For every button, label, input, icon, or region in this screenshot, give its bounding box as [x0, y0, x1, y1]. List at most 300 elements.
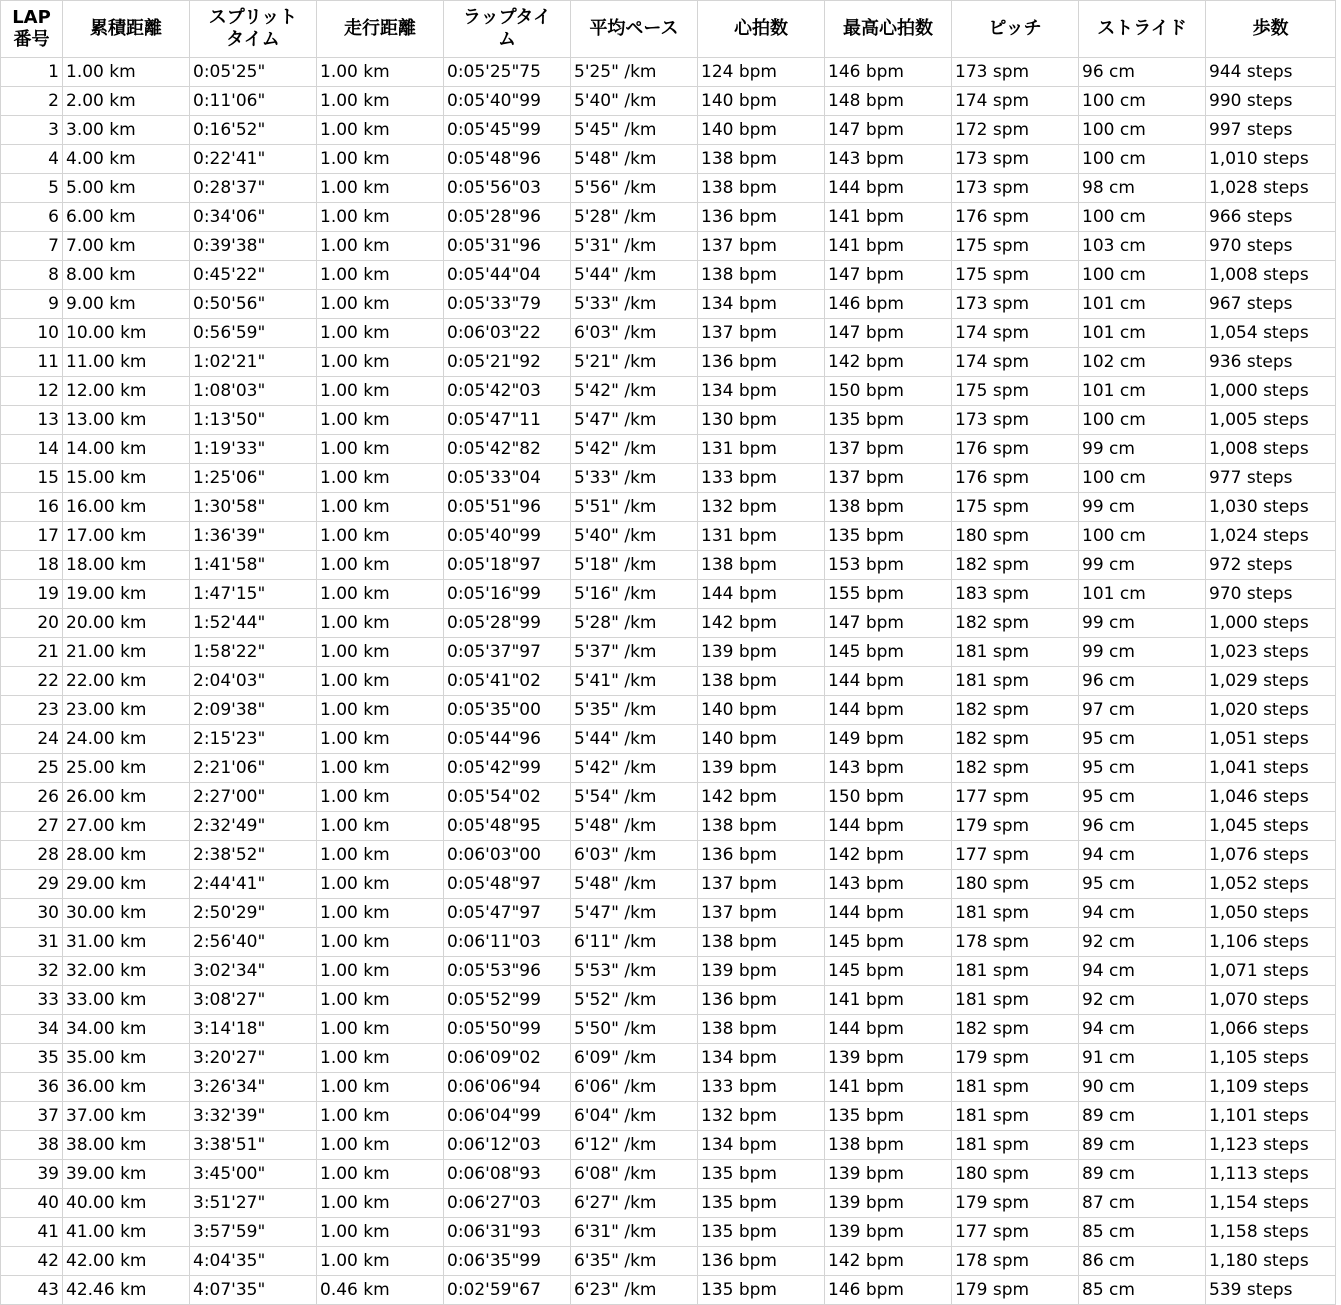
cell-average-pace: 5'21" /km — [571, 348, 698, 377]
table-row — [1, 522, 1336, 551]
cell-max-heart-rate: 145 bpm — [825, 928, 952, 957]
cell-average-pace: 5'56" /km — [571, 174, 698, 203]
cell-max-heart-rate: 153 bpm — [825, 551, 952, 580]
cell-steps: 1,030 steps — [1206, 493, 1336, 522]
cell-heart-rate: 136 bpm — [698, 348, 825, 377]
cell-heart-rate: 137 bpm — [698, 870, 825, 899]
cell-max-heart-rate: 146 bpm — [825, 1276, 952, 1305]
table-row — [1, 899, 1336, 928]
cell-lap-number: 4 — [1, 145, 63, 174]
cell-stride: 101 cm — [1079, 377, 1206, 406]
cell-steps: 1,076 steps — [1206, 841, 1336, 870]
cell-pitch: 179 spm — [952, 1276, 1079, 1305]
cell-split-time: 0:05'25" — [190, 58, 317, 87]
cell-steps: 1,180 steps — [1206, 1247, 1336, 1276]
cell-lap-time: 0:05'48"96 — [444, 145, 571, 174]
cell-stride: 102 cm — [1079, 348, 1206, 377]
cell-stride: 97 cm — [1079, 696, 1206, 725]
cell-lap-time: 0:05'40"99 — [444, 87, 571, 116]
cell-cumulative-distance: 3.00 km — [63, 116, 190, 145]
cell-lap-time: 0:05'45"99 — [444, 116, 571, 145]
cell-stride: 100 cm — [1079, 87, 1206, 116]
cell-split-time: 0:56'59" — [190, 319, 317, 348]
cell-stride: 100 cm — [1079, 261, 1206, 290]
cell-steps: 1,101 steps — [1206, 1102, 1336, 1131]
table-row — [1, 261, 1336, 290]
cell-split-time: 2:56'40" — [190, 928, 317, 957]
cell-stride: 94 cm — [1079, 957, 1206, 986]
cell-average-pace: 5'52" /km — [571, 986, 698, 1015]
cell-lap-time: 0:05'25"75 — [444, 58, 571, 87]
cell-lap-number: 18 — [1, 551, 63, 580]
cell-lap-number: 39 — [1, 1160, 63, 1189]
cell-lap-time: 0:05'50"99 — [444, 1015, 571, 1044]
cell-lap-time: 0:06'08"93 — [444, 1160, 571, 1189]
cell-distance: 1.00 km — [317, 377, 444, 406]
table-row — [1, 203, 1336, 232]
cell-stride: 94 cm — [1079, 1015, 1206, 1044]
cell-cumulative-distance: 11.00 km — [63, 348, 190, 377]
cell-heart-rate: 135 bpm — [698, 1276, 825, 1305]
cell-steps: 1,020 steps — [1206, 696, 1336, 725]
cell-cumulative-distance: 2.00 km — [63, 87, 190, 116]
cell-cumulative-distance: 6.00 km — [63, 203, 190, 232]
table-row — [1, 1131, 1336, 1160]
cell-heart-rate: 138 bpm — [698, 261, 825, 290]
cell-lap-number: 3 — [1, 116, 63, 145]
table-row — [1, 986, 1336, 1015]
cell-average-pace: 5'37" /km — [571, 638, 698, 667]
cell-pitch: 183 spm — [952, 580, 1079, 609]
cell-lap-number: 35 — [1, 1044, 63, 1073]
cell-split-time: 4:07'35" — [190, 1276, 317, 1305]
cell-lap-time: 0:05'31"96 — [444, 232, 571, 261]
cell-pitch: 175 spm — [952, 377, 1079, 406]
cell-lap-time: 0:05'48"95 — [444, 812, 571, 841]
cell-stride: 96 cm — [1079, 812, 1206, 841]
cell-max-heart-rate: 145 bpm — [825, 638, 952, 667]
cell-max-heart-rate: 135 bpm — [825, 522, 952, 551]
cell-split-time: 3:26'34" — [190, 1073, 317, 1102]
cell-distance: 1.00 km — [317, 174, 444, 203]
cell-lap-time: 0:05'33"79 — [444, 290, 571, 319]
cell-steps: 967 steps — [1206, 290, 1336, 319]
cell-max-heart-rate: 147 bpm — [825, 609, 952, 638]
cell-average-pace: 5'51" /km — [571, 493, 698, 522]
cell-distance: 1.00 km — [317, 841, 444, 870]
cell-lap-time: 0:05'44"04 — [444, 261, 571, 290]
table-row — [1, 348, 1336, 377]
cell-split-time: 1:30'58" — [190, 493, 317, 522]
cell-distance: 1.00 km — [317, 261, 444, 290]
cell-steps: 1,010 steps — [1206, 145, 1336, 174]
cell-lap-time: 0:05'44"96 — [444, 725, 571, 754]
cell-steps: 997 steps — [1206, 116, 1336, 145]
col-header-steps: 歩数 — [1206, 1, 1336, 58]
cell-split-time: 3:38'51" — [190, 1131, 317, 1160]
cell-pitch: 174 spm — [952, 319, 1079, 348]
cell-pitch: 174 spm — [952, 348, 1079, 377]
table-row — [1, 435, 1336, 464]
table-row — [1, 116, 1336, 145]
cell-steps: 1,024 steps — [1206, 522, 1336, 551]
cell-lap-number: 41 — [1, 1218, 63, 1247]
cell-heart-rate: 144 bpm — [698, 580, 825, 609]
cell-lap-time: 0:05'56"03 — [444, 174, 571, 203]
table-row — [1, 406, 1336, 435]
cell-max-heart-rate: 141 bpm — [825, 1073, 952, 1102]
cell-heart-rate: 138 bpm — [698, 551, 825, 580]
cell-distance: 1.00 km — [317, 957, 444, 986]
table-row — [1, 1189, 1336, 1218]
cell-cumulative-distance: 37.00 km — [63, 1102, 190, 1131]
cell-split-time: 3:02'34" — [190, 957, 317, 986]
cell-pitch: 176 spm — [952, 435, 1079, 464]
cell-lap-time: 0:06'06"94 — [444, 1073, 571, 1102]
cell-average-pace: 6'03" /km — [571, 319, 698, 348]
cell-distance: 1.00 km — [317, 754, 444, 783]
cell-average-pace: 5'18" /km — [571, 551, 698, 580]
cell-average-pace: 6'04" /km — [571, 1102, 698, 1131]
cell-distance: 1.00 km — [317, 899, 444, 928]
cell-heart-rate: 140 bpm — [698, 725, 825, 754]
cell-cumulative-distance: 34.00 km — [63, 1015, 190, 1044]
cell-stride: 98 cm — [1079, 174, 1206, 203]
cell-heart-rate: 138 bpm — [698, 667, 825, 696]
cell-steps: 977 steps — [1206, 464, 1336, 493]
cell-cumulative-distance: 22.00 km — [63, 667, 190, 696]
table-row — [1, 928, 1336, 957]
cell-max-heart-rate: 139 bpm — [825, 1044, 952, 1073]
cell-heart-rate: 130 bpm — [698, 406, 825, 435]
cell-lap-number: 7 — [1, 232, 63, 261]
cell-split-time: 3:45'00" — [190, 1160, 317, 1189]
cell-heart-rate: 136 bpm — [698, 841, 825, 870]
cell-lap-number: 17 — [1, 522, 63, 551]
cell-cumulative-distance: 42.46 km — [63, 1276, 190, 1305]
cell-steps: 1,105 steps — [1206, 1044, 1336, 1073]
cell-cumulative-distance: 4.00 km — [63, 145, 190, 174]
cell-average-pace: 5'48" /km — [571, 812, 698, 841]
cell-split-time: 1:58'22" — [190, 638, 317, 667]
cell-cumulative-distance: 26.00 km — [63, 783, 190, 812]
cell-steps: 1,008 steps — [1206, 435, 1336, 464]
cell-average-pace: 6'27" /km — [571, 1189, 698, 1218]
cell-lap-number: 27 — [1, 812, 63, 841]
cell-lap-time: 0:06'12"03 — [444, 1131, 571, 1160]
cell-lap-time: 0:05'42"82 — [444, 435, 571, 464]
cell-heart-rate: 140 bpm — [698, 696, 825, 725]
cell-pitch: 175 spm — [952, 493, 1079, 522]
cell-pitch: 181 spm — [952, 1131, 1079, 1160]
cell-average-pace: 5'48" /km — [571, 870, 698, 899]
cell-lap-time: 0:05'28"99 — [444, 609, 571, 638]
cell-lap-time: 0:05'40"99 — [444, 522, 571, 551]
cell-lap-number: 2 — [1, 87, 63, 116]
cell-stride: 86 cm — [1079, 1247, 1206, 1276]
cell-cumulative-distance: 29.00 km — [63, 870, 190, 899]
cell-heart-rate: 134 bpm — [698, 377, 825, 406]
cell-lap-number: 14 — [1, 435, 63, 464]
cell-distance: 1.00 km — [317, 870, 444, 899]
cell-split-time: 1:08'03" — [190, 377, 317, 406]
cell-lap-number: 13 — [1, 406, 63, 435]
cell-max-heart-rate: 146 bpm — [825, 290, 952, 319]
cell-max-heart-rate: 139 bpm — [825, 1160, 952, 1189]
cell-stride: 99 cm — [1079, 435, 1206, 464]
cell-steps: 1,008 steps — [1206, 261, 1336, 290]
cell-steps: 1,005 steps — [1206, 406, 1336, 435]
cell-max-heart-rate: 142 bpm — [825, 1247, 952, 1276]
cell-pitch: 177 spm — [952, 1218, 1079, 1247]
cell-pitch: 181 spm — [952, 899, 1079, 928]
cell-split-time: 2:04'03" — [190, 667, 317, 696]
cell-steps: 1,052 steps — [1206, 870, 1336, 899]
cell-pitch: 173 spm — [952, 145, 1079, 174]
cell-stride: 96 cm — [1079, 58, 1206, 87]
cell-distance: 1.00 km — [317, 812, 444, 841]
cell-steps: 1,041 steps — [1206, 754, 1336, 783]
table-row — [1, 783, 1336, 812]
cell-average-pace: 5'44" /km — [571, 261, 698, 290]
cell-average-pace: 5'42" /km — [571, 377, 698, 406]
cell-max-heart-rate: 144 bpm — [825, 899, 952, 928]
cell-lap-time: 0:05'48"97 — [444, 870, 571, 899]
cell-pitch: 182 spm — [952, 754, 1079, 783]
cell-cumulative-distance: 27.00 km — [63, 812, 190, 841]
cell-average-pace: 5'41" /km — [571, 667, 698, 696]
cell-cumulative-distance: 39.00 km — [63, 1160, 190, 1189]
table-row — [1, 290, 1336, 319]
cell-average-pace: 5'33" /km — [571, 464, 698, 493]
cell-stride: 85 cm — [1079, 1218, 1206, 1247]
cell-distance: 1.00 km — [317, 1160, 444, 1189]
cell-cumulative-distance: 41.00 km — [63, 1218, 190, 1247]
cell-stride: 103 cm — [1079, 232, 1206, 261]
cell-heart-rate: 134 bpm — [698, 1131, 825, 1160]
cell-lap-number: 21 — [1, 638, 63, 667]
cell-pitch: 172 spm — [952, 116, 1079, 145]
cell-heart-rate: 138 bpm — [698, 145, 825, 174]
cell-average-pace: 6'11" /km — [571, 928, 698, 957]
cell-steps: 944 steps — [1206, 58, 1336, 87]
header-row — [1, 1, 1336, 58]
cell-stride: 95 cm — [1079, 783, 1206, 812]
cell-stride: 101 cm — [1079, 580, 1206, 609]
cell-lap-time: 0:05'18"97 — [444, 551, 571, 580]
cell-max-heart-rate: 137 bpm — [825, 435, 952, 464]
cell-stride: 96 cm — [1079, 667, 1206, 696]
cell-max-heart-rate: 141 bpm — [825, 203, 952, 232]
cell-heart-rate: 134 bpm — [698, 1044, 825, 1073]
cell-steps: 970 steps — [1206, 580, 1336, 609]
cell-lap-number: 11 — [1, 348, 63, 377]
cell-stride: 100 cm — [1079, 406, 1206, 435]
cell-split-time: 0:28'37" — [190, 174, 317, 203]
cell-lap-number: 25 — [1, 754, 63, 783]
cell-average-pace: 6'08" /km — [571, 1160, 698, 1189]
cell-cumulative-distance: 24.00 km — [63, 725, 190, 754]
cell-cumulative-distance: 28.00 km — [63, 841, 190, 870]
cell-split-time: 1:25'06" — [190, 464, 317, 493]
cell-lap-number: 6 — [1, 203, 63, 232]
cell-split-time: 0:45'22" — [190, 261, 317, 290]
cell-pitch: 182 spm — [952, 551, 1079, 580]
cell-split-time: 2:21'06" — [190, 754, 317, 783]
cell-heart-rate: 138 bpm — [698, 812, 825, 841]
cell-cumulative-distance: 40.00 km — [63, 1189, 190, 1218]
cell-max-heart-rate: 149 bpm — [825, 725, 952, 754]
cell-stride: 101 cm — [1079, 290, 1206, 319]
cell-lap-number: 12 — [1, 377, 63, 406]
cell-lap-time: 0:06'35"99 — [444, 1247, 571, 1276]
table-row — [1, 667, 1336, 696]
cell-split-time: 0:22'41" — [190, 145, 317, 174]
cell-lap-number: 33 — [1, 986, 63, 1015]
cell-stride: 100 cm — [1079, 145, 1206, 174]
cell-distance: 1.00 km — [317, 928, 444, 957]
table-row — [1, 464, 1336, 493]
cell-lap-time: 0:05'47"11 — [444, 406, 571, 435]
cell-lap-time: 0:02'59"67 — [444, 1276, 571, 1305]
cell-cumulative-distance: 12.00 km — [63, 377, 190, 406]
cell-distance: 1.00 km — [317, 464, 444, 493]
cell-lap-number: 1 — [1, 58, 63, 87]
cell-stride: 101 cm — [1079, 319, 1206, 348]
cell-steps: 1,000 steps — [1206, 609, 1336, 638]
cell-pitch: 181 spm — [952, 986, 1079, 1015]
cell-lap-time: 0:06'31"93 — [444, 1218, 571, 1247]
cell-steps: 1,158 steps — [1206, 1218, 1336, 1247]
cell-heart-rate: 133 bpm — [698, 464, 825, 493]
cell-cumulative-distance: 16.00 km — [63, 493, 190, 522]
cell-lap-time: 0:05'51"96 — [444, 493, 571, 522]
col-header-split-time: スプリット タイム — [190, 1, 317, 58]
cell-split-time: 0:34'06" — [190, 203, 317, 232]
table-row — [1, 58, 1336, 87]
cell-average-pace: 5'31" /km — [571, 232, 698, 261]
cell-stride: 99 cm — [1079, 609, 1206, 638]
cell-average-pace: 6'06" /km — [571, 1073, 698, 1102]
cell-max-heart-rate: 142 bpm — [825, 348, 952, 377]
col-header-distance: 走行距離 — [317, 1, 444, 58]
table-row — [1, 1073, 1336, 1102]
cell-lap-number: 9 — [1, 290, 63, 319]
cell-steps: 1,000 steps — [1206, 377, 1336, 406]
cell-pitch: 181 spm — [952, 957, 1079, 986]
cell-stride: 92 cm — [1079, 986, 1206, 1015]
cell-pitch: 182 spm — [952, 725, 1079, 754]
cell-max-heart-rate: 144 bpm — [825, 174, 952, 203]
cell-lap-number: 32 — [1, 957, 63, 986]
cell-pitch: 176 spm — [952, 464, 1079, 493]
cell-split-time: 2:44'41" — [190, 870, 317, 899]
cell-steps: 1,066 steps — [1206, 1015, 1336, 1044]
cell-distance: 1.00 km — [317, 1247, 444, 1276]
col-header-lap-time: ラップタイ ム — [444, 1, 571, 58]
cell-max-heart-rate: 147 bpm — [825, 261, 952, 290]
cell-steps: 1,029 steps — [1206, 667, 1336, 696]
cell-distance: 1.00 km — [317, 638, 444, 667]
cell-cumulative-distance: 38.00 km — [63, 1131, 190, 1160]
cell-heart-rate: 142 bpm — [698, 783, 825, 812]
cell-split-time: 2:15'23" — [190, 725, 317, 754]
cell-heart-rate: 138 bpm — [698, 174, 825, 203]
cell-average-pace: 6'09" /km — [571, 1044, 698, 1073]
cell-lap-time: 0:05'21"92 — [444, 348, 571, 377]
cell-average-pace: 5'47" /km — [571, 406, 698, 435]
cell-pitch: 181 spm — [952, 667, 1079, 696]
cell-pitch: 175 spm — [952, 232, 1079, 261]
cell-lap-number: 40 — [1, 1189, 63, 1218]
table-row — [1, 319, 1336, 348]
cell-split-time: 3:32'39" — [190, 1102, 317, 1131]
cell-stride: 94 cm — [1079, 899, 1206, 928]
cell-split-time: 1:19'33" — [190, 435, 317, 464]
cell-lap-number: 16 — [1, 493, 63, 522]
table-row — [1, 754, 1336, 783]
cell-heart-rate: 124 bpm — [698, 58, 825, 87]
cell-max-heart-rate: 150 bpm — [825, 783, 952, 812]
cell-distance: 1.00 km — [317, 87, 444, 116]
cell-heart-rate: 139 bpm — [698, 957, 825, 986]
cell-lap-time: 0:06'11"03 — [444, 928, 571, 957]
cell-lap-time: 0:05'16"99 — [444, 580, 571, 609]
cell-lap-number: 36 — [1, 1073, 63, 1102]
cell-heart-rate: 139 bpm — [698, 638, 825, 667]
cell-max-heart-rate: 144 bpm — [825, 1015, 952, 1044]
cell-steps: 1,028 steps — [1206, 174, 1336, 203]
cell-lap-time: 0:05'37"97 — [444, 638, 571, 667]
cell-stride: 95 cm — [1079, 870, 1206, 899]
cell-heart-rate: 135 bpm — [698, 1189, 825, 1218]
cell-steps: 990 steps — [1206, 87, 1336, 116]
cell-lap-number: 23 — [1, 696, 63, 725]
cell-lap-number: 15 — [1, 464, 63, 493]
cell-cumulative-distance: 13.00 km — [63, 406, 190, 435]
cell-average-pace: 5'47" /km — [571, 899, 698, 928]
cell-heart-rate: 138 bpm — [698, 928, 825, 957]
cell-max-heart-rate: 150 bpm — [825, 377, 952, 406]
cell-max-heart-rate: 146 bpm — [825, 58, 952, 87]
cell-cumulative-distance: 10.00 km — [63, 319, 190, 348]
cell-average-pace: 6'03" /km — [571, 841, 698, 870]
table-row — [1, 696, 1336, 725]
cell-steps: 970 steps — [1206, 232, 1336, 261]
cell-stride: 91 cm — [1079, 1044, 1206, 1073]
cell-cumulative-distance: 21.00 km — [63, 638, 190, 667]
cell-cumulative-distance: 7.00 km — [63, 232, 190, 261]
cell-split-time: 2:09'38" — [190, 696, 317, 725]
cell-average-pace: 5'40" /km — [571, 87, 698, 116]
cell-cumulative-distance: 17.00 km — [63, 522, 190, 551]
cell-lap-time: 0:05'35"00 — [444, 696, 571, 725]
cell-distance: 1.00 km — [317, 667, 444, 696]
cell-stride: 85 cm — [1079, 1276, 1206, 1305]
cell-distance: 1.00 km — [317, 1218, 444, 1247]
cell-average-pace: 5'25" /km — [571, 58, 698, 87]
cell-steps: 1,046 steps — [1206, 783, 1336, 812]
cell-distance: 1.00 km — [317, 1102, 444, 1131]
cell-cumulative-distance: 5.00 km — [63, 174, 190, 203]
cell-stride: 99 cm — [1079, 493, 1206, 522]
cell-steps: 1,154 steps — [1206, 1189, 1336, 1218]
cell-average-pace: 5'53" /km — [571, 957, 698, 986]
cell-heart-rate: 139 bpm — [698, 754, 825, 783]
table-row — [1, 841, 1336, 870]
cell-split-time: 0:11'06" — [190, 87, 317, 116]
cell-heart-rate: 136 bpm — [698, 203, 825, 232]
